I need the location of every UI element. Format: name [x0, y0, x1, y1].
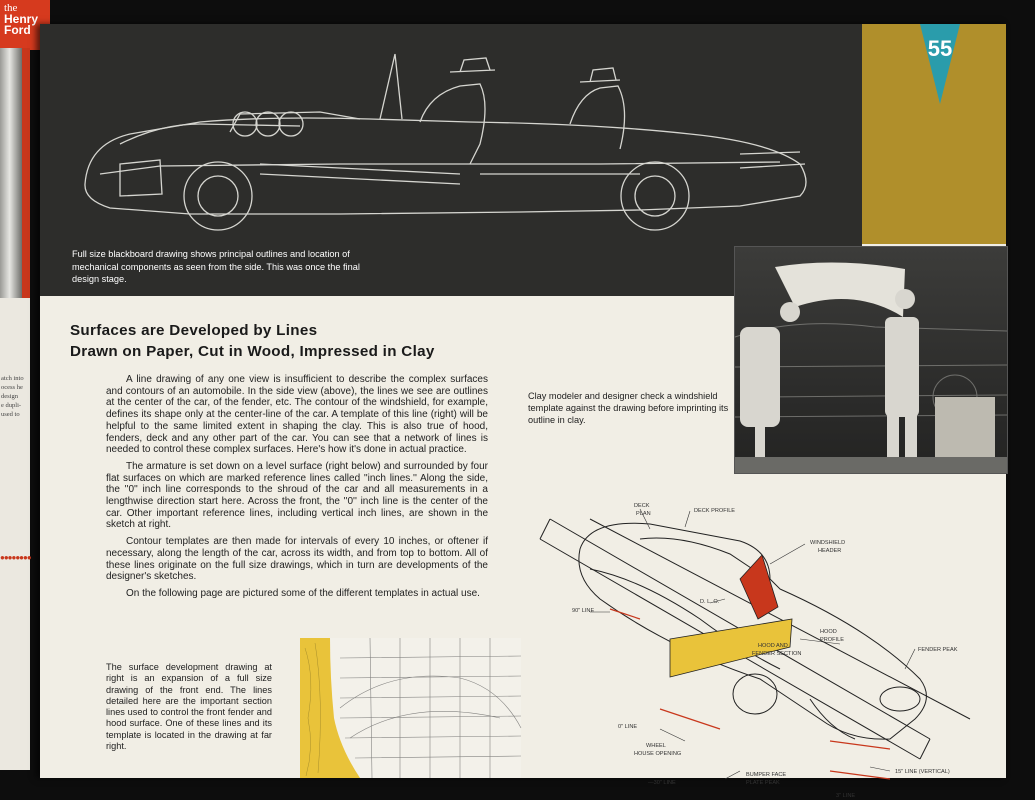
heading-line1: Surfaces are Developed by Lines	[70, 322, 318, 339]
previous-page-text	[1, 374, 24, 419]
prev-line: ocess he	[1, 384, 23, 391]
blackboard-caption: Full size blackboard drawing shows principal outlines and location of mechanical components as seen from the side. This was once the final design stage.	[72, 249, 360, 284]
prev-line: used to	[1, 411, 20, 418]
prev-line: atch into	[1, 375, 24, 382]
armature-reference-diagram	[510, 479, 990, 799]
body-paragraph: On the following page are pictured some of the different templates in actual use.	[126, 587, 480, 599]
label-hood-fender-2: FENDER SECTION	[752, 651, 802, 657]
surface-development-illustration	[300, 638, 521, 778]
label-hood-fender: HOOD AND	[758, 643, 788, 649]
previous-page-photo	[0, 48, 24, 298]
previous-page-dots: ●●●●●●●●	[0, 553, 31, 562]
body-paragraph: Contour templates are then made for intervals of every 10 inches, or oftener if necessary, along the length of the car, across its width, and from top to bottom. All of these lines originate on the full size drawings, which in turn are developments of the designer's sketches.	[106, 536, 488, 583]
label-hood-profile-2: PROFILE	[820, 637, 844, 643]
previous-page-red-strip	[22, 48, 30, 298]
label-minus-30-line: —30" LINE	[648, 780, 676, 786]
label-90-line: 90" LINE	[572, 608, 595, 614]
body-paragraph: The armature is set down on a level surface (right below) and surrounded by four flat surfaces on which are marked reference lines called ''inch lines.'' Along the side, the ''0'' inch line corresponds to the shroud of the car and all measurements in a lengthwise direction start here. Across the front, the ''0'' inch line is the center of the car. Other important reference lines, including vertical inch lines, are shown in the sketch at right.	[106, 460, 488, 531]
logo-line3: Ford	[4, 23, 31, 37]
photo-caption: Clay modeler and designer check a windshield template against the drawing before imprinting its outline in clay.	[528, 391, 729, 425]
article-heading	[70, 320, 435, 362]
designers-photo	[734, 246, 1008, 474]
logo-line1: the	[4, 2, 18, 14]
label-dlo: D. L. O.	[700, 599, 720, 605]
label-3-line: 3" LINE	[836, 793, 856, 799]
label-windshield-header: WINDSHIELD	[810, 540, 846, 546]
previous-page-edge	[0, 48, 30, 770]
article-body	[106, 374, 488, 605]
body-paragraph: A line drawing of any one view is insufficient to describe the complex surfaces and contours of an automobile. In the side view (above), the lines we see are outlines at the center of the car, of the fender, etc. The contour of the windshield, for example, defines its shape only at the center-line of the car. A template of this line (right) will be helpful to the same limited extent in shaping the clay. This is also true of hood, fenders, deck and any other part of the car. You can see that a network of lines is needed to control these complex surfaces. Here's how it's done in actual practice.	[106, 374, 488, 456]
designers-photo-illustration	[735, 247, 1007, 473]
label-deck-plan: DECK	[634, 503, 650, 509]
label-0-line: 0" LINE	[618, 724, 638, 730]
prev-line: design	[1, 393, 18, 400]
label-deck-profile: DECK PROFILE	[694, 508, 736, 514]
label-bumper-face-2: PLATE PEAK	[746, 780, 780, 786]
label-fender-peak: FENDER PEAK	[918, 647, 958, 653]
logo-line2: Henry	[4, 12, 39, 26]
label-deck-plan-2: PLAN	[636, 511, 651, 517]
label-windshield-header-2: HEADER	[818, 548, 842, 554]
label-bumper-face: BUMPER FACE	[746, 772, 787, 778]
surface-drawing-caption: The surface development drawing at right is an expansion of a full size drawing of the front end. The lines detailed here are the important section lines used to control the front fender and hood surface. One of these lines and its template is located in the drawing at far right.	[106, 662, 272, 752]
label-hood-profile: HOOD	[820, 629, 837, 635]
prev-line: e dupli-	[1, 402, 22, 409]
label-15-line: 15" LINE (VERTICAL)	[895, 769, 950, 775]
surface-development-drawing	[300, 638, 521, 778]
page-number: 55	[927, 36, 953, 61]
magazine-page	[40, 24, 1006, 799]
label-wheel-house: WHEEL	[646, 743, 666, 749]
label-wheel-house-2: HOUSE OPENING	[634, 751, 682, 757]
heading-line2: Drawn on Paper, Cut in Wood, Impressed in Clay	[70, 343, 435, 360]
